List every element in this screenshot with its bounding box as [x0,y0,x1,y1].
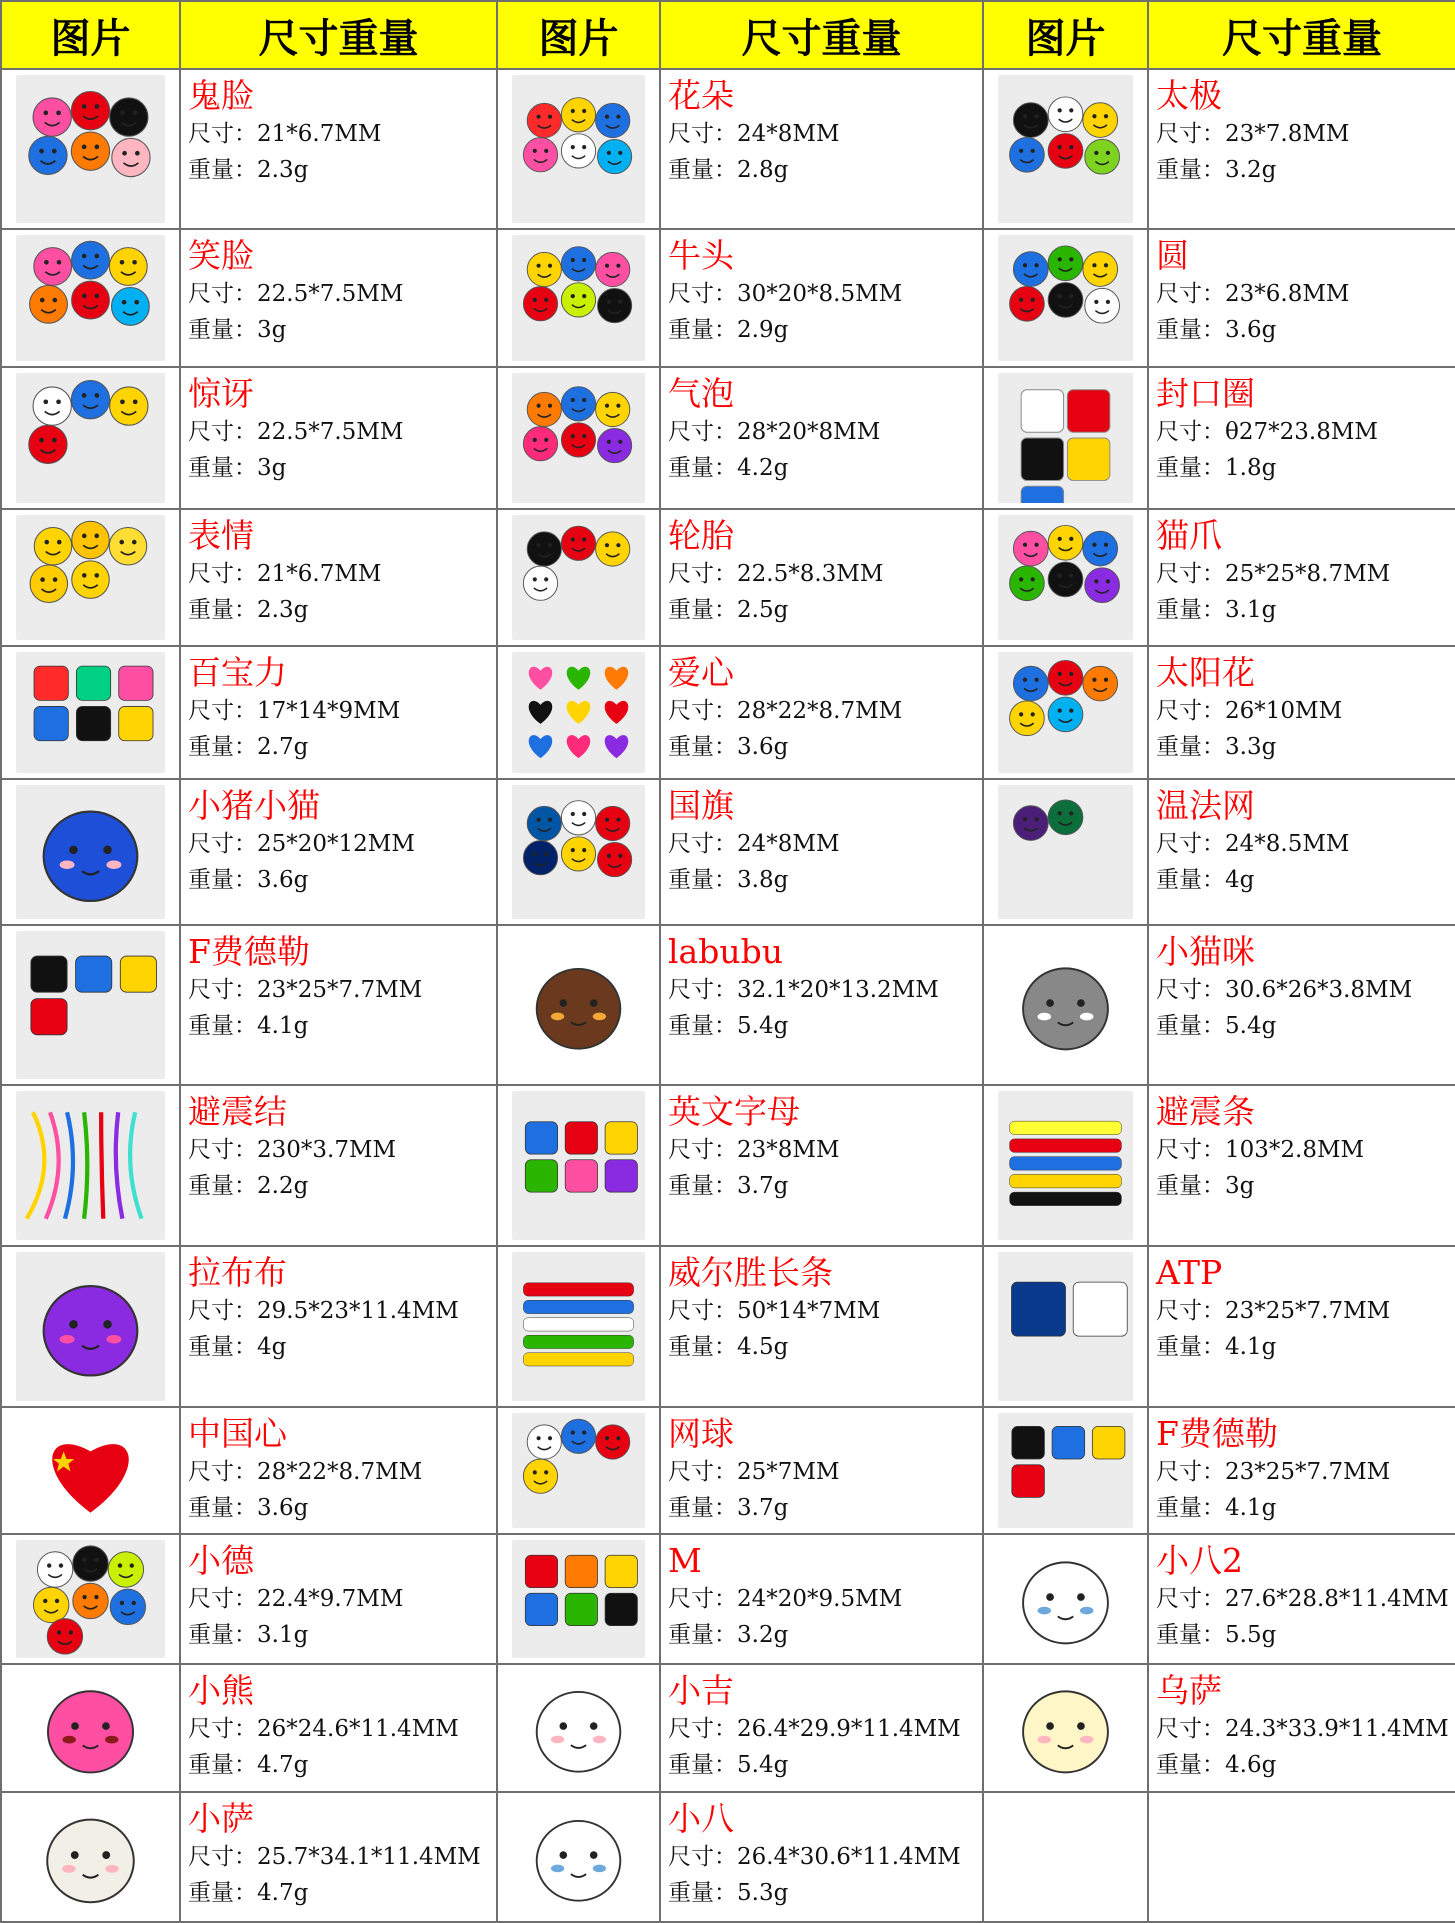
product-size: 尺寸：26.4*29.9*11.4MM [668,1716,961,1742]
product-spec-cell [660,646,983,779]
product-photo-cell [1,69,180,229]
product-size: 尺寸：25.7*34.1*11.4MM [188,1844,481,1870]
product-spec-cell [1148,1085,1455,1246]
federer-dampeners-photo-graphic [16,931,165,1079]
product-spec-cell [180,229,497,367]
product-spec-cell [1148,1407,1455,1534]
wimbledon-roland-garros-photo-graphic [998,785,1133,919]
product-weight: 重量：3.6g [1156,317,1277,343]
product-weight: 重量：3.7g [668,1495,789,1521]
babolat-dampeners-photo [16,652,165,773]
product-spec-cell [660,1664,983,1792]
alphabet-dampeners-photo-graphic [512,1091,645,1240]
table-row [1,367,1455,509]
product-name: 国旗 [668,786,734,825]
product-photo-cell [1,1664,180,1792]
product-photo-cell [497,509,660,646]
table-body [1,69,1455,1922]
product-spec-cell [660,69,983,229]
bull-dampeners-photo [512,235,645,361]
product-photo-cell [497,1085,660,1246]
product-size: 尺寸：26.4*30.6*11.4MM [668,1844,961,1870]
kitten-dampeners-photo [998,931,1133,1079]
product-weight: 重量：4.5g [668,1334,789,1360]
product-photo-cell [497,925,660,1085]
product-weight: 重量：3.6g [188,1495,309,1521]
round-dampeners-photo-graphic [998,235,1133,361]
china-heart-dampener-photo [16,1413,165,1528]
product-spec-cell [1148,779,1455,925]
hachiware-dampener-photo [998,1540,1133,1658]
flag-dampeners-photo [512,785,645,919]
product-spec-cell [660,509,983,646]
table-row [1,229,1455,367]
product-name: 花朵 [668,76,734,115]
product-photo-cell [497,229,660,367]
product-photo-cell [983,925,1148,1085]
product-spec-cell [660,1792,983,1922]
tennis-ball-dampeners-photo [512,1413,645,1528]
product-spec-cell [180,367,497,509]
alphabet-dampeners-photo [512,1091,645,1240]
product-weight: 重量：2.3g [188,157,309,183]
product-weight: 重量：5.4g [668,1752,789,1778]
product-size: 尺寸：25*7MM [668,1459,840,1485]
product-spec-cell [1148,1664,1455,1792]
chiikawa-dampener-photo [512,1670,645,1786]
product-name: F费德勒 [188,932,310,971]
labubu-dampener-photo [512,931,645,1079]
heart-dampeners-photo [512,652,645,773]
product-size: 尺寸：28*22*8.7MM [668,698,903,724]
product-size: 尺寸：22.5*7.5MM [188,419,404,445]
smiley-dampeners-photo [16,235,165,361]
kitten-dampeners-photo-graphic [998,931,1133,1079]
product-spec-cell [1148,367,1455,509]
product-size: 尺寸：29.5*23*11.4MM [188,1298,459,1324]
sunflower-dampeners-photo-graphic [998,652,1133,773]
product-photo-cell [497,367,660,509]
product-weight: 重量：3.1g [188,1622,309,1648]
product-spec-cell [180,1792,497,1922]
product-photo-cell [983,1085,1148,1246]
round-dampeners-photo [998,235,1133,361]
product-name: 封口圈 [1156,374,1255,413]
product-spec-cell [180,1534,497,1664]
product-size: 尺寸：27.6*28.8*11.4MM [1156,1586,1449,1612]
product-weight: 重量：3.6g [668,734,789,760]
lotso-bear-dampener-photo-graphic [16,1670,165,1786]
product-size: 尺寸：24*20*9.5MM [668,1586,903,1612]
djokovic-dampeners-photo [16,1540,165,1658]
atp-dampeners-photo [998,1252,1133,1401]
product-name: 小八2 [1156,1541,1243,1580]
product-weight: 重量：3.1g [1156,597,1277,623]
product-name: 温法网 [1156,786,1255,825]
babolat-dampeners-photo-graphic [16,652,165,773]
product-weight: 重量：3g [188,455,287,481]
product-photo-cell [983,229,1148,367]
product-size: 尺寸：23*6.8MM [1156,281,1350,307]
product-size: 尺寸：24*8.5MM [1156,831,1350,857]
hachiware-dampener-photo-graphic [998,1540,1133,1658]
product-photo-cell [497,1407,660,1534]
product-spec-cell [1148,69,1455,229]
product-size: 尺寸：23*25*7.7MM [1156,1298,1391,1324]
product-name: 牛头 [668,236,734,275]
wilson-strip-photo [512,1252,645,1401]
product-size: 尺寸：24.3*33.9*11.4MM [1156,1716,1449,1742]
product-name: ATP [1156,1253,1223,1292]
china-heart-dampener-photo-graphic [16,1413,165,1528]
yin-yang-dampeners-photo [998,75,1133,223]
pig-cat-dampeners-photo [16,785,165,919]
product-size: 尺寸：103*2.8MM [1156,1137,1365,1163]
product-weight: 重量：1.8g [1156,455,1277,481]
product-name: 小猫咪 [1156,932,1255,971]
heart-dampeners-photo-graphic [512,652,645,773]
product-photo-cell [1,646,180,779]
lotso-bear-dampener-photo [16,1670,165,1786]
product-spec-cell [660,779,983,925]
product-spec-cell [1148,646,1455,779]
product-name: 小萨 [188,1799,254,1838]
labubu-dampener-photo-graphic [512,931,645,1079]
sealing-ring-photo [998,373,1133,503]
product-name: 英文字母 [668,1092,800,1131]
product-weight: 重量：4.2g [668,455,789,481]
product-name: F费德勒 [1156,1414,1278,1453]
labubu-faces-photo-graphic [16,1252,165,1401]
product-size: 尺寸：30*20*8.5MM [668,281,903,307]
table-row [1,1534,1455,1664]
cat-paw-dampeners-photo-graphic [998,515,1133,640]
product-name: 表情 [188,516,254,555]
tennis-ball-dampeners-photo-graphic [512,1413,645,1528]
product-spec-cell [180,1246,497,1407]
product-spec-cell [1148,925,1455,1085]
product-size: 尺寸：230*3.7MM [188,1137,397,1163]
sunflower-dampeners-photo [998,652,1133,773]
product-size: 尺寸：θ27*23.8MM [1156,419,1378,445]
product-spec-cell [1148,509,1455,646]
product-name: 中国心 [188,1414,287,1453]
product-spec-cell [180,509,497,646]
product-photo-cell [497,646,660,779]
federer-dampeners-photo [998,1413,1133,1528]
product-photo-cell [1,367,180,509]
header-spec-3: 尺寸重量 [1148,1,1455,69]
product-size: 尺寸：32.1*20*13.2MM [668,977,939,1003]
bull-dampeners-photo-graphic [512,235,645,361]
bubble-dampeners-photo [512,373,645,503]
product-photo-cell [1,779,180,925]
empty-spec-cell [1148,1792,1455,1922]
product-spec-cell [180,1085,497,1246]
product-name: labubu [668,932,783,971]
product-weight: 重量：3.8g [668,867,789,893]
product-name: 圆 [1156,236,1189,275]
product-size: 尺寸：25*20*12MM [188,831,415,857]
product-weight: 重量：2.3g [188,597,309,623]
tire-dampeners-photo [512,515,645,640]
m-letter-dampeners-photo [512,1540,645,1658]
product-name: M [668,1541,702,1580]
product-photo-cell [983,779,1148,925]
product-weight: 重量：3.2g [1156,157,1277,183]
product-photo-cell [1,1534,180,1664]
product-weight: 重量：3.3g [1156,734,1277,760]
product-photo-cell [983,646,1148,779]
product-weight: 重量：2.8g [668,157,789,183]
product-photo-cell [497,779,660,925]
atp-dampeners-photo-graphic [998,1252,1133,1401]
product-weight: 重量：4.1g [1156,1334,1277,1360]
product-weight: 重量：3g [1156,1173,1255,1199]
product-size: 尺寸：22.5*7.5MM [188,281,404,307]
product-weight: 重量：2.7g [188,734,309,760]
table-row [1,1792,1455,1922]
product-weight: 重量：5.3g [668,1880,789,1906]
shock-knot-photo [16,1091,165,1240]
header-pic-2: 图片 [497,1,660,69]
product-name: 爱心 [668,653,734,692]
product-size: 尺寸：21*6.7MM [188,561,382,587]
product-name: 小猪小猫 [188,786,320,825]
product-spec-cell [660,1534,983,1664]
product-size: 尺寸：26*10MM [1156,698,1343,724]
product-spec-cell [180,925,497,1085]
product-name: 鬼脸 [188,76,254,115]
product-name: 避震结 [188,1092,287,1131]
tire-dampeners-photo-graphic [512,515,645,640]
product-spec-cell [660,925,983,1085]
product-weight: 重量：5.5g [1156,1622,1277,1648]
product-spec-cell [660,367,983,509]
product-size: 尺寸：28*20*8MM [668,419,881,445]
product-spec-cell [660,1085,983,1246]
product-name: 网球 [668,1414,734,1453]
product-weight: 重量：4.1g [1156,1495,1277,1521]
product-weight: 重量：3.7g [668,1173,789,1199]
table-row [1,925,1455,1085]
header-pic-3: 图片 [983,1,1148,69]
product-name: 小熊 [188,1671,254,1710]
table-header-row [1,1,1455,69]
product-photo-cell [497,1664,660,1792]
product-photo-cell [983,1246,1148,1407]
labubu-faces-photo [16,1252,165,1401]
product-size: 尺寸：21*6.7MM [188,121,382,147]
hachiware-blue-dampener-photo [512,1798,645,1916]
shock-strip-photo-graphic [998,1091,1133,1240]
product-photo-cell [1,925,180,1085]
product-photo-cell [1,229,180,367]
surprised-dampeners-photo [16,373,165,503]
djokovic-dampeners-photo-graphic [16,1540,165,1658]
product-name: 太极 [1156,76,1222,115]
product-name: 避震条 [1156,1092,1255,1131]
header-spec-2: 尺寸重量 [660,1,983,69]
pig-cat-dampeners-photo-graphic [16,785,165,919]
product-photo-cell [1,1246,180,1407]
surprised-dampeners-photo-graphic [16,373,165,503]
product-name: 小德 [188,1541,254,1580]
table-row [1,509,1455,646]
product-weight: 重量：2.5g [668,597,789,623]
product-photo-cell [497,69,660,229]
product-name: 百宝力 [188,653,287,692]
shock-strip-photo [998,1091,1133,1240]
product-size: 尺寸：28*22*8.7MM [188,1459,423,1485]
flower-dampeners-photo-graphic [512,75,645,223]
product-photo-cell [983,1534,1148,1664]
cat-paw-dampeners-photo [998,515,1133,640]
table-row [1,1085,1455,1246]
product-size: 尺寸：24*8MM [668,831,840,857]
header-spec-1: 尺寸重量 [180,1,497,69]
table-row [1,646,1455,779]
product-photo-cell [1,509,180,646]
product-photo-cell [497,1792,660,1922]
product-weight: 重量：4.6g [1156,1752,1277,1778]
product-size: 尺寸：30.6*26*3.8MM [1156,977,1413,1003]
product-weight: 重量：5.4g [1156,1013,1277,1039]
product-size: 尺寸：24*8MM [668,121,840,147]
product-name: 猫爪 [1156,516,1222,555]
yin-yang-dampeners-photo-graphic [998,75,1133,223]
shock-knot-photo-graphic [16,1091,165,1240]
product-name: 乌萨 [1156,1671,1222,1710]
product-weight: 重量：4.7g [188,1752,309,1778]
product-name: 气泡 [668,374,734,413]
product-weight: 重量：3.6g [188,867,309,893]
product-photo-cell [1,1407,180,1534]
product-name: 威尔胜长条 [668,1253,833,1292]
product-photo-cell [1,1792,180,1922]
hachiware-blue-dampener-photo-graphic [512,1798,645,1916]
table-row [1,1407,1455,1534]
product-spec-cell [660,1246,983,1407]
product-photo-cell [497,1534,660,1664]
table-row [1,779,1455,925]
product-size: 尺寸：25*25*8.7MM [1156,561,1391,587]
emoji-dampeners-photo-graphic [16,515,165,640]
usagi-small-dampener-photo-graphic [16,1798,165,1916]
usagi-dampener-photo [998,1670,1133,1786]
chiikawa-dampener-photo-graphic [512,1670,645,1786]
product-spec-cell [660,1407,983,1534]
product-name: 拉布布 [188,1253,287,1292]
ghost-face-dampeners-photo [16,75,165,223]
product-size: 尺寸：50*14*7MM [668,1298,881,1324]
product-spec-cell [660,229,983,367]
product-spec-cell [180,1407,497,1534]
product-size: 尺寸：22.4*9.7MM [188,1586,404,1612]
product-weight: 重量：4g [1156,867,1255,893]
product-name: 太阳花 [1156,653,1255,692]
product-name: 惊讶 [188,374,254,413]
product-size: 尺寸：22.5*8.3MM [668,561,884,587]
table-row [1,1246,1455,1407]
table-row [1,69,1455,229]
header-pic-1: 图片 [1,1,180,69]
product-name: 小吉 [668,1671,734,1710]
product-weight: 重量：3.2g [668,1622,789,1648]
wilson-strip-photo-graphic [512,1252,645,1401]
flower-dampeners-photo [512,75,645,223]
wimbledon-roland-garros-photo [998,785,1133,919]
product-photo-cell [983,1664,1148,1792]
federer-dampeners-photo [16,931,165,1079]
product-weight: 重量：4.7g [188,1880,309,1906]
product-size: 尺寸：23*25*7.7MM [188,977,423,1003]
product-spec-cell [180,779,497,925]
product-photo-cell [983,367,1148,509]
bubble-dampeners-photo-graphic [512,373,645,503]
product-weight: 重量：2.2g [188,1173,309,1199]
smiley-dampeners-photo-graphic [16,235,165,361]
table-row [1,1664,1455,1792]
federer-dampeners-photo-graphic [998,1413,1133,1528]
product-spec-cell [180,646,497,779]
product-weight: 重量：4g [188,1334,287,1360]
empty-photo-cell [983,1792,1148,1922]
product-photo-cell [983,509,1148,646]
product-photo-cell [497,1246,660,1407]
product-name: 小八 [668,1799,734,1838]
product-size: 尺寸：23*7.8MM [1156,121,1350,147]
product-name: 轮胎 [668,516,734,555]
product-photo-cell [1,1085,180,1246]
product-size: 尺寸：17*14*9MM [188,698,401,724]
product-weight: 重量：3g [188,317,287,343]
product-spec-cell [180,1664,497,1792]
product-spec-cell [180,69,497,229]
ghost-face-dampeners-photo-graphic [16,75,165,223]
product-photo-cell [983,1407,1148,1534]
product-size: 尺寸：23*25*7.7MM [1156,1459,1391,1485]
usagi-small-dampener-photo [16,1798,165,1916]
emoji-dampeners-photo [16,515,165,640]
product-spec-cell [1148,229,1455,367]
product-photo-cell [983,69,1148,229]
product-weight: 重量：2.9g [668,317,789,343]
m-letter-dampeners-photo-graphic [512,1540,645,1658]
product-name: 笑脸 [188,236,254,275]
product-weight: 重量：4.1g [188,1013,309,1039]
product-spec-cell [1148,1534,1455,1664]
product-weight: 重量：5.4g [668,1013,789,1039]
flag-dampeners-photo-graphic [512,785,645,919]
product-spec-cell [1148,1246,1455,1407]
usagi-dampener-photo-graphic [998,1670,1133,1786]
product-size: 尺寸：23*8MM [668,1137,840,1163]
sealing-ring-photo-graphic [998,373,1133,503]
product-size: 尺寸：26*24.6*11.4MM [188,1716,459,1742]
